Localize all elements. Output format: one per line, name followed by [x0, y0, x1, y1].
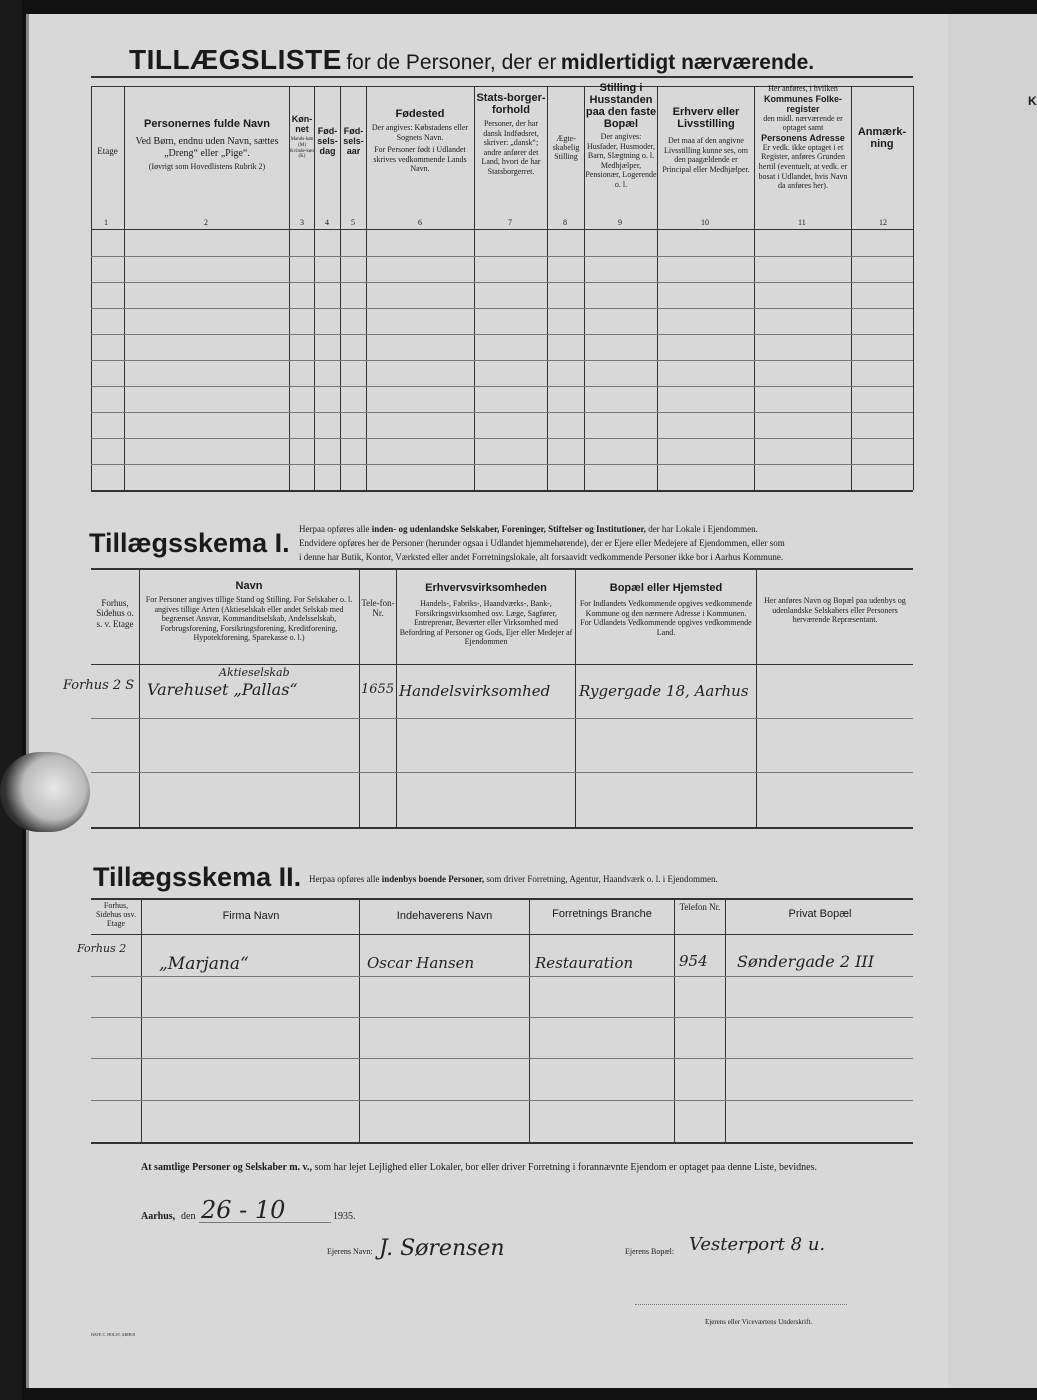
- next-page-letter: K: [1028, 94, 1037, 108]
- s2-col-branche-header: Forretnings Branche: [552, 908, 652, 920]
- s2-col-bopael-header: Privat Bopæl: [788, 908, 852, 920]
- s1-entry-etage: Forhus 2 S: [63, 678, 135, 693]
- s1-col-repraesentant-header: Her anføres Navn og Bopæl paa udenbys og udenlandske Selskabers eller Personers herværende Repræsentant.: [764, 596, 906, 625]
- col-stilling-header: Stilling i Husstanden paa den faste Bopæl Der angives: Husfader, Husmoder, Barn, Slægtning o. l. Medhjælper, Pensionær, Logerende o. l.: [585, 82, 657, 189]
- footer-statement: At samtlige Personer og Selskaber m. v., som har lejet Lejlighed eller Lokaler, bor eller driver Forretning i forannævnte Ejendom er optaget paa denne Liste, bevidnes.: [141, 1162, 817, 1173]
- printer-mark: HAVE C. HOLST, ARHUS: [91, 1332, 136, 1337]
- s2-col-telefon-header: Telefon Nr.: [679, 902, 721, 912]
- col-num: 1: [104, 218, 108, 227]
- footer-date: 26 - 10: [201, 1196, 286, 1224]
- col-num: 9: [618, 218, 622, 227]
- s2-entry-telefon: 954: [679, 952, 708, 970]
- skema2-title: Tillægsskema II.: [93, 862, 302, 892]
- col-num: 3: [300, 218, 304, 227]
- s2-entry-bopael: Søndergade 2 III: [737, 952, 875, 971]
- col-num: 7: [508, 218, 512, 227]
- title-rest1: for de Personer, der er: [346, 51, 557, 74]
- title-rest2: midlertidigt nærværende.: [560, 51, 815, 74]
- col-num: 4: [325, 218, 329, 227]
- col-anmaerkning-header: Anmærk-ning: [857, 126, 907, 150]
- s2-entry-etage: Forhus 2: [77, 942, 127, 955]
- col-koen-header: Køn-net Mands-køn (M) Kvinde-køn (K): [290, 114, 314, 160]
- s1-entry-navn: Varehuset „Pallas“: [147, 680, 298, 699]
- owner-name-label: Ejerens Navn:: [327, 1247, 373, 1256]
- book-spine: [0, 0, 22, 1400]
- next-page-edge: [948, 14, 1037, 1388]
- footer-place: Aarhus,: [141, 1211, 176, 1222]
- s2-col-firma-header: Firma Navn: [222, 910, 280, 922]
- s2-entry-branche: Restauration: [535, 954, 634, 972]
- col-folkeregister-header: Her anføres, i hvilken Kommunes Folke-register den midl. nærværende er optaget samt Personens Adresse Er vedk. ikke optaget i et Register, anføres Grunden hertil (eventuelt, at vedk. er bosat i Udlandet, hvis Navn da anføres her).: [758, 84, 848, 191]
- title-main: TILLÆGSLISTE: [129, 44, 342, 75]
- s1-col-bopael-header: Bopæl eller Hjemsted For Indlandets Vedkommende opgives vedkommende Kommune og den nærmere Adresse i Kommunen. For Udlandets Vedkommende opgives vedkommende Land.: [579, 582, 753, 637]
- s1-col-etage-header: Forhus, Sidehus o. s. v. Etage: [96, 598, 134, 629]
- col-num: 11: [798, 218, 806, 227]
- col-num: 8: [563, 218, 567, 227]
- owner-address-value: Vesterport 8 u.: [689, 1234, 826, 1255]
- s1-entry-telefon: 1655: [361, 682, 395, 697]
- skema2-intro: Herpaa opføres alle indenbys boende Personer, som driver Forretning, Agentur, Haandværk o. l. i Ejendommen.: [309, 874, 718, 884]
- footer-year: 1935.: [333, 1211, 356, 1222]
- s2-entry-indehaver: Oscar Hansen: [367, 954, 475, 972]
- col-num: 12: [879, 218, 887, 227]
- s1-col-navn-header: Navn For Personer angives tillige Stand og Stilling. For Selskaber o. l. angives tillige Arten (Aktieselskab eller andet Selskab med begrænset Ansvar, Kommanditselskab, Andelsselskab, Forbrugsforening, Forsikringsforening, Kreditforening, Hypotekforening, Sparekasse o. l.): [145, 580, 353, 643]
- s1-entry-navn-top: Aktieselskab: [219, 666, 290, 679]
- thumb-holding-page: [0, 752, 90, 832]
- s1-entry-bopael: Rygergade 18, Aarhus: [579, 682, 749, 700]
- col-aegteskab-header: Ægte-skabelig Stilling: [552, 134, 580, 162]
- s1-col-erhverv-header: Erhvervsvirksomheden Handels-, Fabriks-, Haandværks-, Bank-, Forsikringsvirksomhed osv. Læge, Sagfører, Entreprenør, Beværter eller Virksomhed med Befordring af Personer og Gods, Ejer eller Medejer af Ejendommen: [399, 582, 573, 647]
- col-etage-header: Etage: [97, 146, 118, 156]
- col-num: 6: [418, 218, 422, 227]
- owner-name-value: J. Sørensen: [379, 1236, 505, 1261]
- col-statsborger-header: Stats-borger-forhold Personer, der har dansk Indfødsret, skriver: „dansk“; andre anfører det Land, hvori de har Statsborgerret.: [476, 92, 546, 176]
- col-foedselsdag-header: Fød-sels-dag: [317, 126, 338, 156]
- skema1-title: Tillægsskema I.: [89, 528, 290, 558]
- signature-label: Ejerens eller Viceværtens Underskrift.: [705, 1318, 813, 1326]
- s2-col-indehaver-header: Indehaverens Navn: [396, 910, 493, 922]
- col-num: 10: [701, 218, 709, 227]
- s1-col-telefon-header: Tele-fon-Nr.: [361, 598, 395, 619]
- col-foedselsaar-header: Fød-sels-aar: [343, 126, 364, 156]
- form-page: [26, 14, 949, 1388]
- col-num: 5: [351, 218, 355, 227]
- col-erhverv-header: Erhverv eller Livsstilling Det maa af den angivne Livsstilling kunne ses, om den paagældende er Principal eller Medhjælper.: [662, 106, 750, 174]
- col-foedested-header: Fødested Der angives: Købstadens eller Sognets Navn. For Personer født i Udlandet skrives vedkommende Lands Navn.: [371, 108, 469, 174]
- s2-entry-firma: „Marjana“: [159, 954, 249, 974]
- col-num: 2: [204, 218, 208, 227]
- page-title: [129, 44, 814, 76]
- footer-den: den: [181, 1211, 196, 1222]
- skema1-intro: Herpaa opføres alle inden- og udenlandske Selskaber, Foreninger, Stiftelser og Institutioner, der har Lokale i Ejendommen. Endvidere opføres her de Personer (herunder ogsaa i Udlandet hjemmehørende), der er Ejere eller Medejere af Ejendommen, eller som i denne har Butik, Kontor, Værksted eller andet Forretningslokale, alt forsaavidt vedkommende Personer ikke bor i Aarhus Kommune.: [299, 524, 785, 562]
- col-navn-header: Personernes fulde Navn Ved Børn, endnu uden Navn, sættes „Dreng“ eller „Pige“. (Iøvrigt som Hovedlistens Rubrik 2): [135, 118, 279, 171]
- owner-address-label: Ejerens Bopæl:: [625, 1247, 675, 1256]
- s2-col-etage-header: Forhus, Sidehus osv. Etage: [96, 901, 136, 929]
- s1-entry-erhverv: Handelsvirksomhed: [399, 682, 551, 700]
